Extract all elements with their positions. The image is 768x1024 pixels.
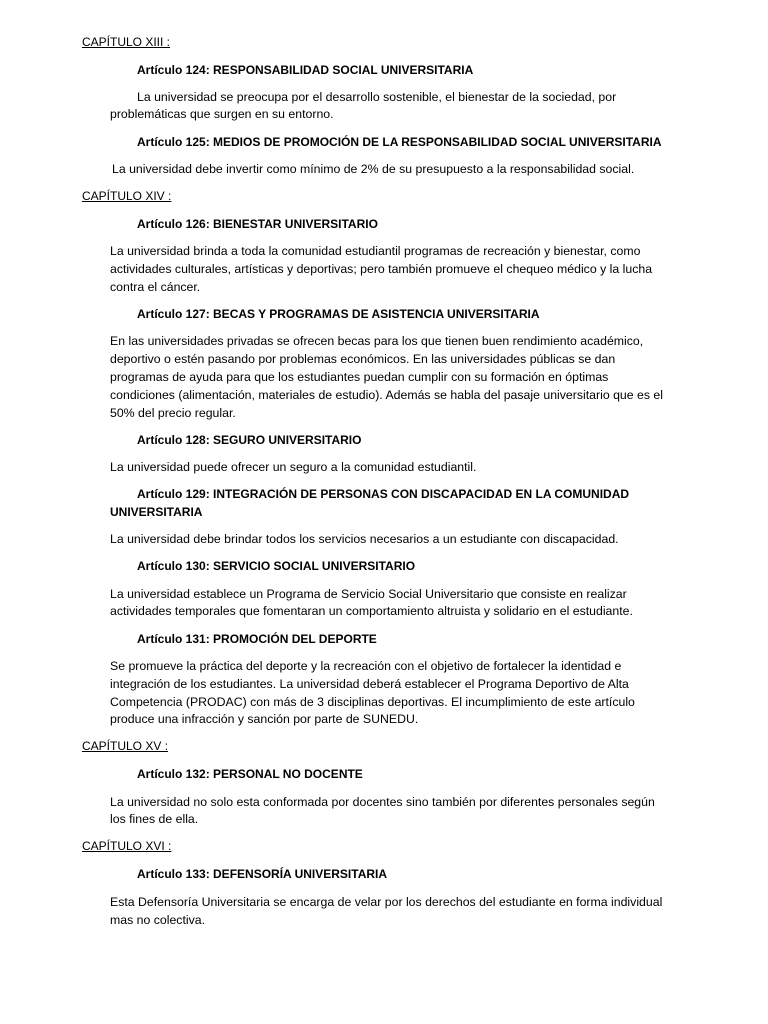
article-125-text-line-1: La universidad debe invertir como mínimo de 2% de su presupuesto a la responsabilidad social.: [112, 162, 635, 176]
article-127-text-line-5: 50% del precio regular.: [110, 406, 236, 420]
article-127-text-line-2: deportivo o estén pasando por problemas económicos. En las universidades públicas se dan: [110, 352, 616, 366]
article-124-heading: Artículo 124: RESPONSABILIDAD SOCIAL UNIVERSITARIA: [137, 63, 474, 77]
article-131-text-line-2: integración de los estudiantes. La universidad deberá establecer el Programa Deportivo de Alta: [110, 677, 629, 691]
article-132-text-line-1: La universidad no solo esta conformada por docentes sino también por diferentes personales según: [110, 795, 655, 809]
article-129-heading-line-2: UNIVERSITARIA: [110, 505, 203, 519]
article-128-text-line-1: La universidad puede ofrecer un seguro a la comunidad estudiantil.: [110, 460, 477, 474]
article-131-text-line-4: produce una infracción y sanción por parte de SUNEDU.: [110, 712, 419, 726]
article-129-text-line-1: La universidad debe brindar todos los servicios necesarios a un estudiante con discapacidad.: [110, 532, 619, 546]
article-131-text-line-3: Competencia (PRODAC) con más de 3 disciplinas deportivas. El incumplimiento de este artículo: [110, 695, 635, 709]
article-133-heading: Artículo 133: DEFENSORÍA UNIVERSITARIA: [137, 867, 388, 881]
article-127-heading: Artículo 127: BECAS Y PROGRAMAS DE ASISTENCIA UNIVERSITARIA: [137, 307, 540, 321]
article-125-heading: Artículo 125: MEDIOS DE PROMOCIÓN DE LA RESPONSABILIDAD SOCIAL UNIVERSITARIA: [137, 135, 662, 149]
article-126-text-line-2: actividades culturales, artísticas y deportivas; pero también promueve el chequeo médico y la lucha: [110, 262, 653, 276]
article-128-heading: Artículo 128: SEGURO UNIVERSITARIO: [137, 433, 362, 447]
article-126-heading: Artículo 126: BIENESTAR UNIVERSITARIO: [137, 217, 378, 231]
article-131-text-line-1: Se promueve la práctica del deporte y la recreación con el objetivo de fortalecer la identidad e: [110, 659, 622, 673]
article-127-text-line-3: programas de ayuda para que los estudiantes puedan cumplir con su formación en óptimas: [110, 370, 609, 384]
article-131-heading: Artículo 131: PROMOCIÓN DEL DEPORTE: [137, 632, 377, 646]
article-130-text-line-2: actividades temporales que fomentaran un comportamiento altruista y solidario en el estudiante.: [110, 604, 633, 618]
article-130-text-line-1: La universidad establece un Programa de Servicio Social Universitario que consiste en realizar: [110, 587, 627, 601]
article-124-text-line-2: problemáticas que surgen en su entorno.: [110, 107, 334, 121]
article-129-heading: Artículo 129: INTEGRACIÓN DE PERSONAS CON DISCAPACIDAD EN LA COMUNIDAD: [137, 487, 630, 501]
article-132-heading: Artículo 132: PERSONAL NO DOCENTE: [137, 767, 363, 781]
article-133-text-line-1: Esta Defensoría Universitaria se encarga de velar por los derechos del estudiante en forma individual: [110, 895, 663, 909]
article-124-text-line-1: La universidad se preocupa por el desarrollo sostenible, el bienestar de la sociedad, por: [137, 90, 617, 104]
chapter-xvi-title: CAPÍTULO XVI :: [82, 839, 172, 853]
article-126-text-line-1: La universidad brinda a toda la comunidad estudiantil programas de recreación y bienestar, como: [110, 244, 641, 258]
chapter-xiii-title: CAPÍTULO XIII :: [82, 35, 171, 49]
article-127-text-line-1: En las universidades privadas se ofrecen becas para los que tienen buen rendimiento académico,: [110, 334, 644, 348]
article-126-text-line-3: contra el cáncer.: [110, 280, 201, 294]
chapter-xv-title: CAPÍTULO XV :: [82, 739, 169, 753]
chapter-xiv-title: CAPÍTULO XIV :: [82, 189, 172, 203]
article-133-text-line-2: mas no colectiva.: [110, 913, 206, 927]
article-130-heading: Artículo 130: SERVICIO SOCIAL UNIVERSITARIO: [137, 559, 416, 573]
article-127-text-line-4: condiciones (alimentación, materiales de estudio). Además se habla del pasaje universitario que es el: [110, 388, 663, 402]
article-132-text-line-2: los fines de ella.: [110, 812, 199, 826]
